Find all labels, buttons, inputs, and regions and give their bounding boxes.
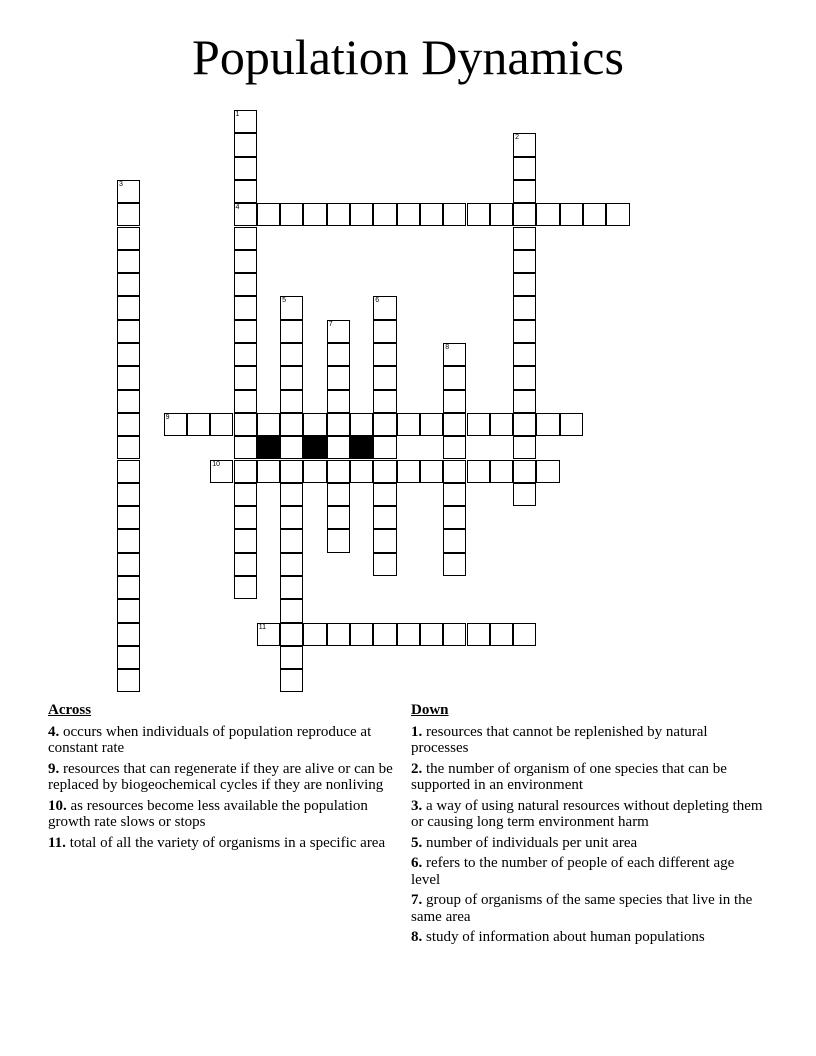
grid-cell[interactable] — [327, 413, 350, 436]
grid-cell[interactable] — [303, 460, 326, 483]
grid-cell[interactable] — [327, 390, 350, 413]
grid-cell[interactable] — [117, 250, 140, 273]
grid-cell[interactable] — [420, 203, 443, 226]
grid-cell[interactable] — [117, 203, 140, 226]
grid-cell[interactable] — [234, 227, 257, 250]
grid-cell[interactable] — [234, 296, 257, 319]
clue-number-label: 10 — [212, 460, 220, 468]
across-heading: Across — [48, 702, 92, 718]
grid-cell[interactable] — [117, 506, 140, 529]
clue-text: refers to the number of people of each different age level — [411, 855, 735, 888]
black-square — [350, 436, 373, 459]
grid-cell[interactable] — [280, 576, 303, 599]
down-clue — [411, 835, 766, 852]
clue-text: as resources become less available the population growth rate slows or stops — [48, 797, 368, 830]
grid-cell[interactable] — [234, 460, 257, 483]
down-clue — [411, 892, 766, 925]
down-clue — [411, 855, 766, 888]
grid-cell[interactable] — [443, 623, 466, 646]
clue-text: number of individuals per unit area — [426, 834, 638, 851]
clue-number: 10. — [48, 797, 67, 814]
clues-down-section — [411, 702, 766, 950]
grid-cell[interactable] — [443, 413, 466, 436]
grid-cell[interactable] — [164, 413, 187, 436]
grid-cell[interactable] — [257, 460, 280, 483]
grid-cell[interactable] — [490, 413, 513, 436]
grid-cell[interactable] — [327, 623, 350, 646]
grid-cell[interactable] — [560, 203, 583, 226]
grid-cell[interactable] — [280, 343, 303, 366]
across-clue — [48, 724, 403, 757]
grid-cell[interactable] — [373, 413, 396, 436]
clue-number: 11. — [48, 834, 66, 851]
page-title: Population Dynamics — [192, 29, 624, 85]
grid-cell[interactable] — [280, 366, 303, 389]
grid-cell[interactable] — [117, 436, 140, 459]
grid-cell[interactable] — [210, 413, 233, 436]
grid-cell[interactable] — [117, 413, 140, 436]
black-square — [257, 436, 280, 459]
grid-cell[interactable] — [303, 623, 326, 646]
grid-cell[interactable] — [513, 343, 536, 366]
grid-cell[interactable] — [373, 460, 396, 483]
grid-cell[interactable] — [234, 366, 257, 389]
grid-cell[interactable] — [467, 203, 490, 226]
grid-cell[interactable] — [280, 296, 303, 319]
grid-cell[interactable] — [536, 413, 559, 436]
grid-cell[interactable] — [234, 413, 257, 436]
clue-number: 5. — [411, 834, 423, 851]
clue-text: the number of organism of one species that can be supported in an environment — [411, 760, 727, 793]
down-heading: Down — [411, 702, 449, 718]
grid-cell[interactable] — [373, 320, 396, 343]
grid-cell[interactable] — [513, 203, 536, 226]
grid-cell[interactable] — [467, 413, 490, 436]
grid-cell[interactable] — [420, 413, 443, 436]
grid-cell[interactable] — [280, 623, 303, 646]
grid-cell[interactable] — [490, 460, 513, 483]
grid-cell[interactable] — [280, 506, 303, 529]
grid-cell[interactable] — [513, 390, 536, 413]
grid-cell[interactable] — [373, 390, 396, 413]
grid-cell[interactable] — [443, 460, 466, 483]
grid-cell[interactable] — [373, 203, 396, 226]
grid-cell[interactable] — [443, 203, 466, 226]
grid-cell[interactable] — [327, 320, 350, 343]
grid-cell[interactable] — [397, 203, 420, 226]
grid-cell[interactable] — [606, 203, 629, 226]
clue-number-label: 4 — [235, 204, 240, 212]
grid-cell[interactable] — [327, 506, 350, 529]
down-clue — [411, 798, 766, 831]
grid-cell[interactable] — [117, 669, 140, 692]
clue-text: study of information about human populations — [426, 929, 705, 945]
clue-number: 8. — [411, 929, 423, 945]
clue-number: 2. — [411, 760, 423, 777]
clue-number: 9. — [48, 760, 60, 777]
grid-cell[interactable] — [513, 366, 536, 389]
grid-cell[interactable] — [513, 157, 536, 180]
grid-cell[interactable] — [443, 343, 466, 366]
grid-cell[interactable] — [117, 320, 140, 343]
across-clue-list — [48, 724, 403, 852]
grid-cell[interactable] — [234, 506, 257, 529]
grid-cell[interactable] — [373, 506, 396, 529]
grid-cell[interactable] — [117, 553, 140, 576]
grid-cell[interactable] — [117, 180, 140, 203]
down-clue — [411, 761, 766, 794]
grid-cell[interactable] — [117, 227, 140, 250]
grid-cell[interactable] — [373, 623, 396, 646]
across-clue — [48, 835, 403, 852]
grid-cell[interactable] — [513, 296, 536, 319]
grid-cell[interactable] — [373, 343, 396, 366]
grid-cell[interactable] — [234, 436, 257, 459]
grid-cell[interactable] — [513, 483, 536, 506]
grid-cell[interactable] — [280, 529, 303, 552]
clues-across-section — [48, 702, 403, 855]
clue-number: 1. — [411, 723, 423, 740]
grid-cell[interactable] — [350, 623, 373, 646]
grid-cell[interactable] — [234, 576, 257, 599]
clue-text: group of organisms of the same species that live in the same area — [411, 892, 753, 925]
grid-cell[interactable] — [234, 273, 257, 296]
grid-cell[interactable] — [443, 436, 466, 459]
grid-cell[interactable] — [280, 460, 303, 483]
grid-cell[interactable] — [234, 180, 257, 203]
grid-cell[interactable] — [280, 436, 303, 459]
grid-cell[interactable] — [350, 413, 373, 436]
grid-cell[interactable] — [210, 460, 233, 483]
grid-cell[interactable] — [467, 460, 490, 483]
grid-cell[interactable] — [443, 506, 466, 529]
grid-cell[interactable] — [187, 413, 210, 436]
grid-cell[interactable] — [373, 529, 396, 552]
grid-cell[interactable] — [513, 250, 536, 273]
grid-cell[interactable] — [350, 460, 373, 483]
grid-cell[interactable] — [117, 599, 140, 622]
clue-number-label: 5 — [282, 297, 286, 305]
clue-number-label: 2 — [515, 134, 519, 142]
down-clue — [411, 724, 766, 757]
across-clue — [48, 798, 403, 831]
grid-cell[interactable] — [117, 529, 140, 552]
clue-number-label: 3 — [119, 180, 123, 188]
grid-cell[interactable] — [373, 483, 396, 506]
clue-number: 4. — [48, 723, 60, 740]
grid-cell[interactable] — [280, 413, 303, 436]
grid-cell[interactable] — [490, 203, 513, 226]
grid-cell[interactable] — [234, 483, 257, 506]
grid-cell[interactable] — [280, 320, 303, 343]
black-square — [303, 436, 326, 459]
grid-cell[interactable] — [303, 203, 326, 226]
clue-text: total of all the variety of organisms in a specific area — [69, 834, 386, 851]
clue-number: 6. — [411, 855, 423, 871]
grid-cell[interactable] — [443, 529, 466, 552]
grid-cell[interactable] — [117, 623, 140, 646]
grid-cell[interactable] — [280, 203, 303, 226]
grid-cell[interactable] — [536, 460, 559, 483]
grid-cell[interactable] — [280, 483, 303, 506]
grid-cell[interactable] — [234, 553, 257, 576]
grid-cell[interactable] — [327, 483, 350, 506]
grid-cell[interactable] — [117, 343, 140, 366]
grid-cell[interactable] — [257, 413, 280, 436]
grid-cell[interactable] — [350, 203, 373, 226]
grid-cell[interactable] — [327, 436, 350, 459]
grid-cell[interactable] — [280, 390, 303, 413]
clue-number: 3. — [411, 797, 423, 814]
grid-cell[interactable] — [420, 460, 443, 483]
grid-cell[interactable] — [234, 343, 257, 366]
clue-text: resources that cannot be replenished by natural processes — [411, 723, 708, 756]
grid-cell[interactable] — [583, 203, 606, 226]
grid-cell[interactable] — [373, 553, 396, 576]
grid-cell[interactable] — [280, 599, 303, 622]
grid-cell[interactable] — [467, 623, 490, 646]
grid-cell[interactable] — [513, 180, 536, 203]
grid-cell[interactable] — [513, 460, 536, 483]
grid-cell[interactable] — [373, 436, 396, 459]
grid-cell[interactable] — [280, 553, 303, 576]
clue-number-label: 1 — [235, 111, 240, 118]
clue-number-label: 6 — [375, 297, 380, 305]
grid-cell[interactable] — [443, 483, 466, 506]
grid-cell[interactable] — [443, 366, 466, 389]
grid-cell[interactable] — [234, 110, 257, 133]
grid-cell[interactable] — [303, 413, 326, 436]
grid-cell[interactable] — [234, 320, 257, 343]
grid-cell[interactable] — [234, 203, 257, 226]
grid-cell[interactable] — [280, 669, 303, 692]
down-clue — [411, 929, 766, 946]
grid-cell[interactable] — [443, 390, 466, 413]
grid-cell[interactable] — [327, 203, 350, 226]
clue-number: 7. — [411, 892, 423, 908]
grid-cell[interactable] — [234, 133, 257, 156]
grid-cell[interactable] — [490, 623, 513, 646]
grid-cell[interactable] — [536, 203, 559, 226]
grid-cell[interactable] — [373, 366, 396, 389]
grid-cell[interactable] — [443, 553, 466, 576]
clue-number-label: 8 — [445, 344, 450, 351]
grid-cell[interactable] — [234, 529, 257, 552]
grid-cell[interactable] — [397, 623, 420, 646]
grid-cell[interactable] — [117, 366, 140, 389]
grid-cell[interactable] — [257, 203, 280, 226]
grid-cell[interactable] — [117, 646, 140, 669]
grid-cell[interactable] — [234, 157, 257, 180]
grid-cell[interactable] — [513, 273, 536, 296]
grid-cell[interactable] — [234, 250, 257, 273]
grid-cell[interactable] — [327, 366, 350, 389]
grid-cell[interactable] — [117, 273, 140, 296]
grid-cell[interactable] — [117, 483, 140, 506]
grid-cell[interactable] — [513, 623, 536, 646]
grid-cell[interactable] — [560, 413, 583, 436]
grid-cell[interactable] — [327, 529, 350, 552]
grid-cell[interactable] — [397, 413, 420, 436]
grid-cell[interactable] — [513, 133, 536, 156]
clue-text: a way of using natural resources without depleting them or causing long term environment harm — [411, 797, 763, 830]
grid-cell[interactable] — [117, 390, 140, 413]
grid-cell[interactable] — [397, 460, 420, 483]
grid-cell[interactable] — [257, 623, 280, 646]
grid-cell[interactable] — [280, 646, 303, 669]
grid-cell[interactable] — [234, 390, 257, 413]
grid-cell[interactable] — [513, 413, 536, 436]
clue-text: occurs when individuals of population reproduce at constant rate — [48, 723, 372, 756]
grid-cell[interactable] — [117, 460, 140, 483]
grid-cell[interactable] — [117, 576, 140, 599]
clue-number-label: 7 — [328, 320, 333, 328]
grid-cell[interactable] — [420, 623, 443, 646]
clue-number-label: 9 — [165, 413, 170, 421]
grid-cell[interactable] — [327, 343, 350, 366]
grid-cell[interactable] — [373, 296, 396, 319]
clue-number-label: 11 — [258, 623, 267, 631]
grid-cell[interactable] — [513, 436, 536, 459]
grid-cell[interactable] — [327, 460, 350, 483]
across-clue — [48, 761, 403, 794]
clue-text: resources that can regenerate if they are alive or can be replaced by biogeochemical cycles if they are nonliving — [48, 760, 393, 793]
grid-cell[interactable] — [513, 227, 536, 250]
down-clue-list — [411, 724, 766, 946]
grid-cell[interactable] — [117, 296, 140, 319]
grid-cell[interactable] — [513, 320, 536, 343]
